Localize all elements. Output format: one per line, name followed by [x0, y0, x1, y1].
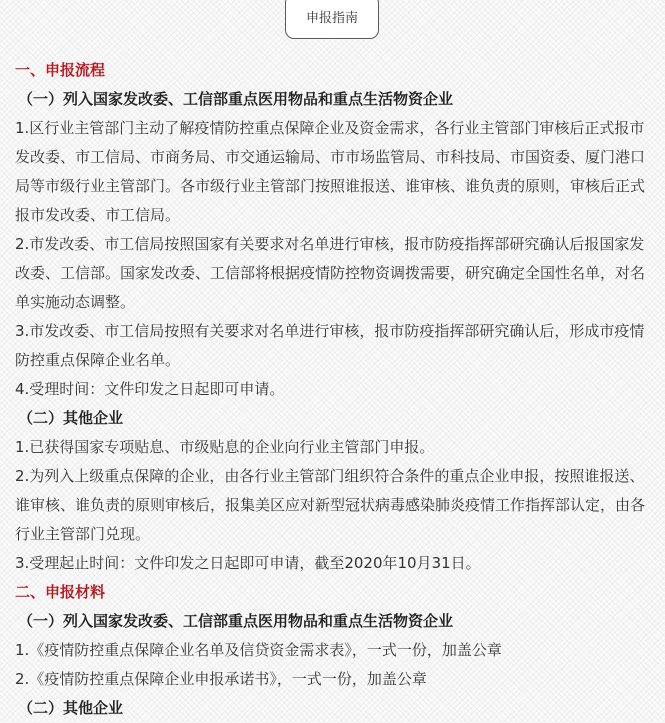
- process-item-4: 4.受理时间：文件印发之日起即可申请。: [15, 380, 285, 398]
- process-item-3: 3.市发改委、市工信局按照有关要求对名单进行审核，报市防疫指挥部研究确认后，形成市疫情防控重点保障企业名单。: [15, 322, 645, 369]
- other-item-2: 2.为列入上级重点保障的企业，由各行业主管部门组织符合条件的重点企业申报，按照谁报送、谁审核、谁负责的原则审核后，报集美区应对新型冠状病毒感染肺炎疫情工作指挥部认定，由各行业主管部门兑现。: [15, 467, 646, 543]
- process-item-2: 2.市发改委、市工信局按照国家有关要求对名单进行审核，报市防疫指挥部研究确认后报国家发改委、工信部。国家发改委、工信部将根据疫情防控物资调拨需要，研究确定全国性名单，对名单实施动态调整。: [15, 235, 646, 311]
- materials-item-2: 2.《疫情防控重点保障企业申报承诺书》，一式一份，加盖公章: [15, 670, 427, 688]
- guide-tab-label: 申报指南: [305, 11, 358, 26]
- subsection-heading-key-enterprises: （一）列入国家发改委、工信部重点医用物品和重点生活物资企业: [18, 90, 454, 108]
- section-title-materials: 二、申报材料: [15, 583, 106, 601]
- materials-heading-other-enterprises: （二）其他企业: [18, 699, 124, 717]
- section-title-process: 一、申报流程: [15, 61, 106, 79]
- process-item-1: 1.区行业主管部门主动了解疫情防控重点保障企业及资金需求，各行业主管部门审核后正式报市发改委、市工信局、市商务局、市交通运输局、市市场监管局、市科技局、市国资委、厦门港口局等市级行业主管部门。各市级行业主管部门按照谁报送、谁审核、谁负责的原则，审核后正式报市发改委、市工信局。: [15, 119, 646, 224]
- other-item-3: 3.受理起止时间：文件印发之日起即可申请，截至2020年10月31日。: [15, 554, 481, 572]
- subsection-heading-other-enterprises: （二）其他企业: [18, 409, 124, 427]
- materials-item-1: 1.《疫情防控重点保障企业名单及信贷资金需求表》，一式一份，加盖公章: [15, 641, 502, 659]
- guide-tab[interactable]: [285, 0, 379, 39]
- materials-heading-key-enterprises: （一）列入国家发改委、工信部重点医用物品和重点生活物资企业: [18, 612, 454, 630]
- other-item-1: 1.已获得国家专项贴息、市级贴息的企业向行业主管部门申报。: [15, 438, 435, 456]
- document-body: [15, 56, 655, 723]
